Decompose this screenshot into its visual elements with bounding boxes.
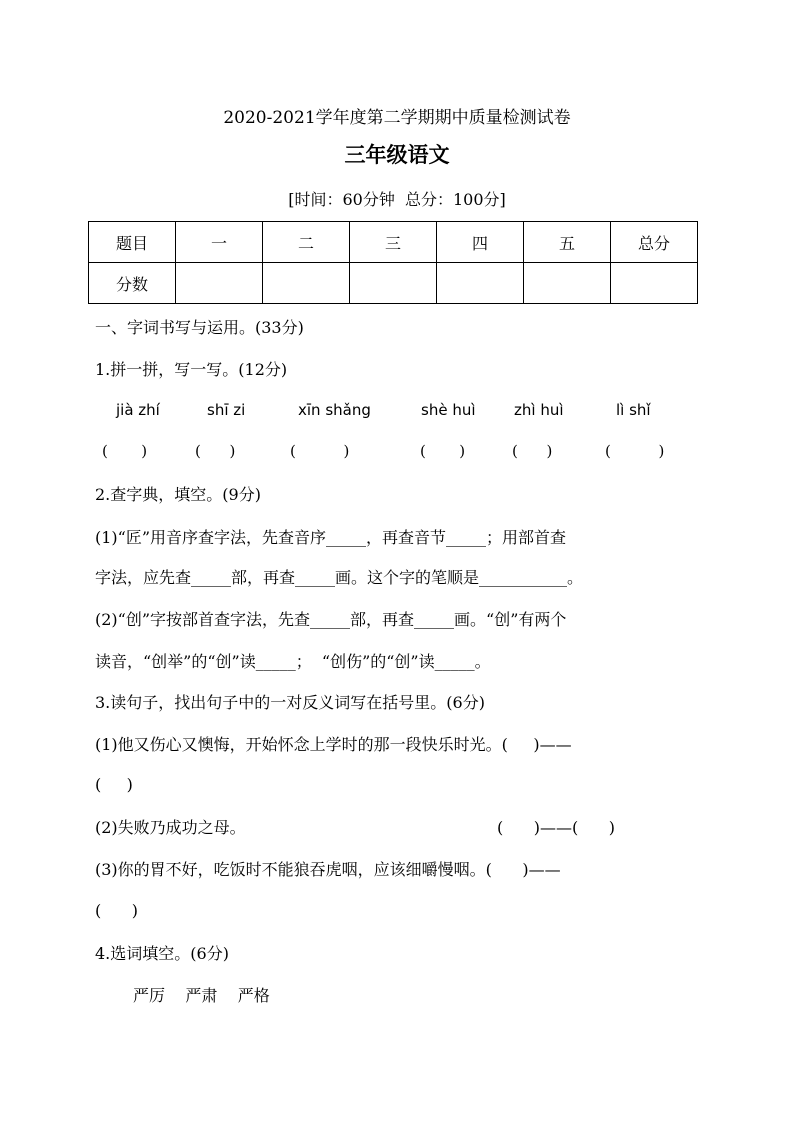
score-input-cell[interactable] (524, 263, 611, 304)
score-table-header-cell: 总分 (611, 222, 698, 263)
score-label-cell: 分数 (89, 263, 176, 304)
q2-line: (1)“匠”用音序查字法，先查音序_____，再查音节_____；用部首查 (95, 528, 567, 547)
q2-line: 字法，应先查_____部，再查_____画。这个字的笔顺是___________。 (95, 568, 584, 587)
score-input-cell[interactable] (437, 263, 524, 304)
answer-blank[interactable]: ( ) (290, 442, 350, 460)
pinyin-item: shè huì (421, 401, 476, 419)
score-input-cell[interactable] (176, 263, 263, 304)
section1-heading: 一、字词书写与运用。(33分) (95, 318, 304, 337)
exam-subtitle: 三年级语文 (344, 143, 450, 167)
pinyin-item: zhì huì (514, 401, 564, 419)
q3-title: 3.读句子，找出句子中的一对反义词写在括号里。(6分) (95, 693, 485, 712)
score-table-header-cell: 题目 (89, 222, 176, 263)
score-table (88, 221, 698, 304)
q3-line: (3)你的胃不好，吃饭时不能狼吞虎咽，应该细嚼慢咽。( )—— (95, 860, 561, 879)
score-input-cell[interactable] (263, 263, 350, 304)
time-info: [时间：60分钟 总分：100分] (288, 190, 506, 209)
q4-word-choices: 严厉 严肃 严格 (133, 986, 270, 1005)
pinyin-item: shī zi (207, 401, 246, 419)
score-table-header-cell: 一 (176, 222, 263, 263)
q3-line: ( ) (95, 775, 133, 794)
q1-title: 1.拼一拼，写一写。(12分) (95, 360, 288, 379)
q4-title: 4.选词填空。(6分) (95, 944, 229, 963)
q2-line: 读音，“创举”的“创”读_____； “创伤”的“创”读_____。 (95, 652, 491, 671)
score-table-header-row (89, 222, 698, 263)
pinyin-item: lì shǐ (616, 401, 651, 419)
pinyin-item: xīn shǎng (298, 401, 371, 419)
score-input-cell[interactable] (350, 263, 437, 304)
q2-line: (2)“创”字按部首查字法，先查_____部，再查_____画。“创”有两个 (95, 610, 567, 629)
answer-blank[interactable]: ( ) (420, 442, 466, 460)
answer-blank[interactable]: ( ) (512, 442, 553, 460)
score-input-cell[interactable] (611, 263, 698, 304)
q3-answer-pair: ( )——( ) (497, 818, 615, 837)
score-table-score-row (89, 263, 698, 304)
q3-line: (2)失败乃成功之母。 (95, 818, 246, 837)
score-table-header-cell: 四 (437, 222, 524, 263)
q3-line: ( ) (95, 901, 138, 920)
answer-blank[interactable]: ( ) (605, 442, 665, 460)
q2-title: 2.查字典，填空。(9分) (95, 485, 261, 504)
pinyin-item: jià zhí (116, 401, 160, 419)
score-table-header-cell: 三 (350, 222, 437, 263)
answer-blank[interactable]: ( ) (102, 442, 148, 460)
exam-title: 2020-2021学年度第二学期期中质量检测试卷 (223, 108, 571, 128)
score-table-header-cell: 五 (524, 222, 611, 263)
score-table-header-cell: 二 (263, 222, 350, 263)
q3-line: (1)他又伤心又懊悔，开始怀念上学时的那一段快乐时光。( )—— (95, 735, 572, 754)
answer-blank[interactable]: ( ) (195, 442, 236, 460)
